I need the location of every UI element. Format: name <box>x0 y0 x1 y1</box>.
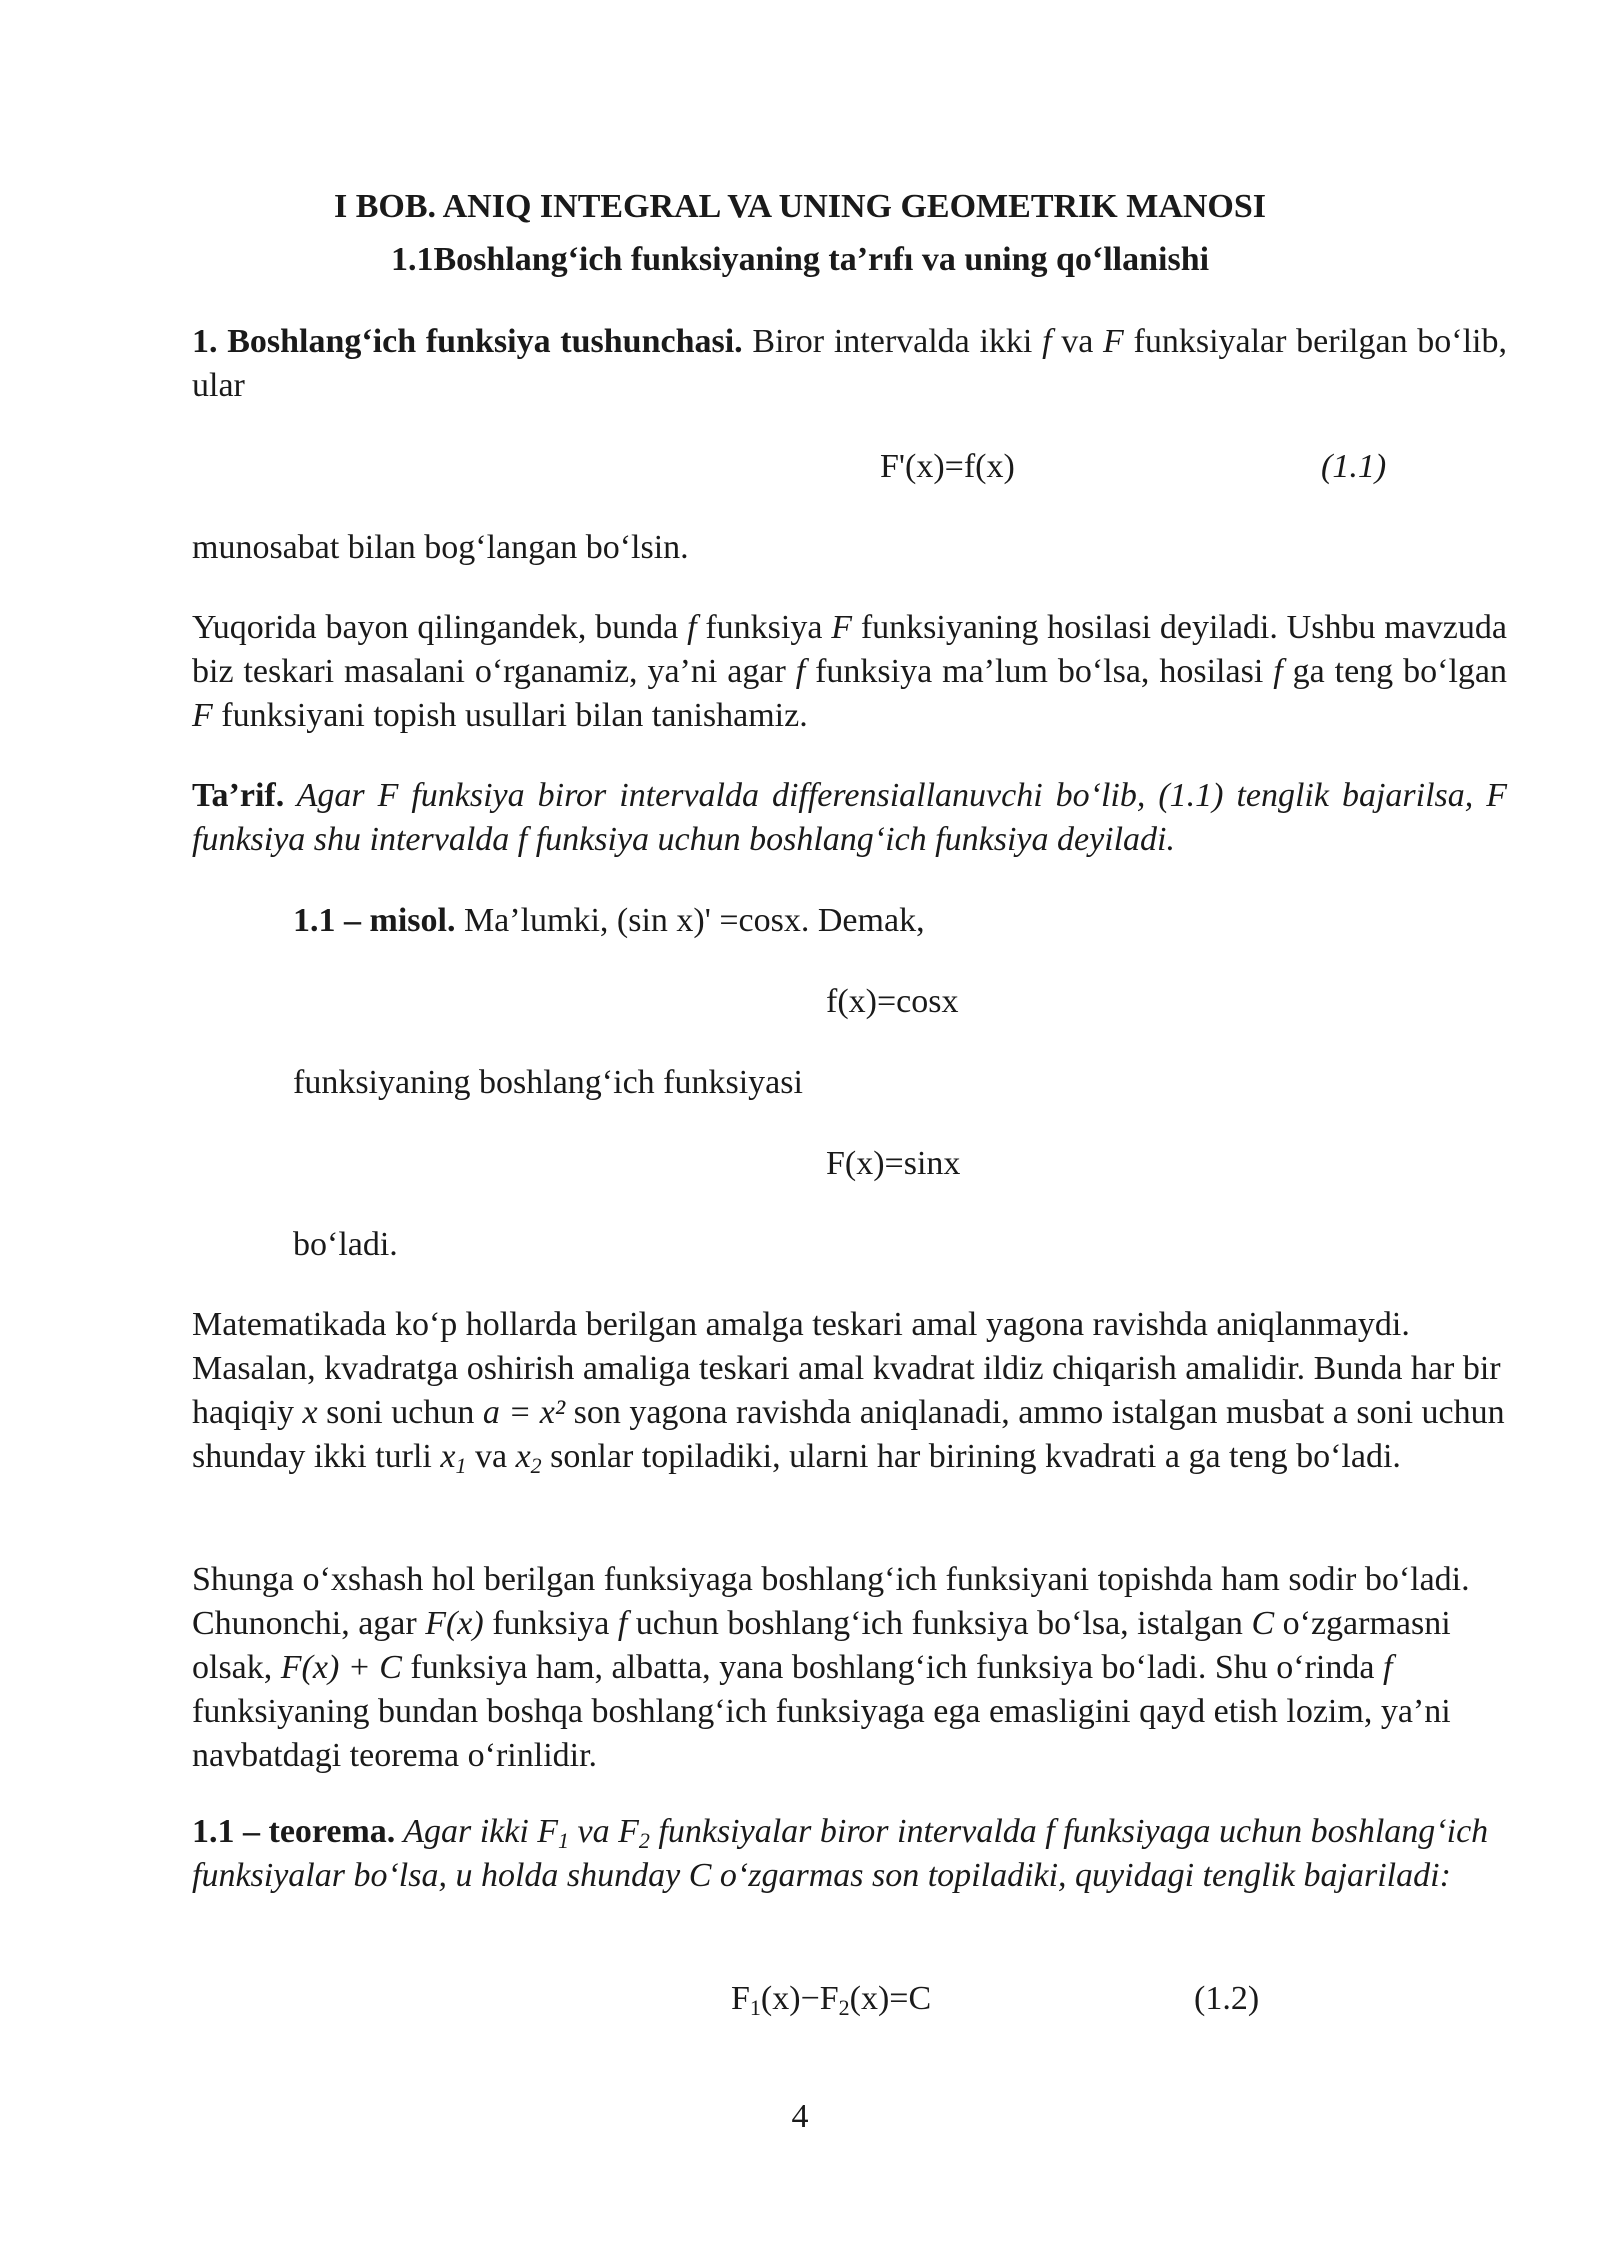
math-F: F <box>1103 323 1124 360</box>
text: funksiyaning bundan boshqa boshlang‘ich funksiyaga ega emasligini qayd etish lozim, ya’ni navbatdagi teorema o‘rinlidir. <box>192 1693 1451 1774</box>
text: Yuqorida bayon qilingandek, bunda <box>192 609 688 646</box>
math-f: f <box>1382 1649 1393 1686</box>
text: funksiyaning hosilasi deyiladi. Ushbu mavzuda biz teskari masalani o‘rganamiz, ya’ni agar <box>192 609 1507 690</box>
text: funksiya ham, albatta, yana boshlang‘ich funksiya bo‘ladi. Shu o‘rinda <box>401 1649 1383 1686</box>
example-middle-text: funksiyaning boshlang‘ich funksiyasi <box>293 1064 803 1101</box>
definition-text: Agar F funksiya biror intervalda differensiallanuvchi bo‘lib, (1.1) tenglik bajarilsa, F funksiya shu intervalda f funksiya uchun boshlang‘ich funksiya deyiladi. <box>192 777 1507 858</box>
text: Matematikada ko‘p hollarda berilgan amalga teskari amal yagona ravishda aniqlanmaydi. Masalan, kvadratga oshirish amaliga teskari amal kvadrat ildiz chiqarish amalidir. Bunda har bir haqiqiy <box>192 1306 1501 1431</box>
theorem-block <box>192 1810 1507 1898</box>
text: soni uchun <box>317 1394 483 1431</box>
math-x: x <box>440 1438 456 1475</box>
text: sonlar topiladiki, ularni har birining kvadrati a ga teng bo‘ladi. <box>541 1438 1401 1475</box>
math-x: x <box>515 1438 531 1475</box>
equation-1-1-label <box>1321 445 1386 489</box>
theorem-text: funksiyalar biror intervalda f funksiyaga uchun boshlang‘ich funksiyalar bo‘lsa, u holda shunday C o‘zgarmas son topiladiki, quyidagi tenglik bajariladi: <box>192 1813 1489 1894</box>
math-x: x <box>302 1394 318 1431</box>
math-f: f <box>617 1605 628 1642</box>
text: ga teng bo‘lgan <box>1282 653 1507 690</box>
subscript: 1 <box>558 1828 570 1853</box>
text: funksiyani topish usullari bilan tanishamiz. <box>212 697 808 734</box>
math-Fx: F(x) <box>425 1605 484 1642</box>
text: o‘zgarmasni olsak, <box>192 1605 1451 1686</box>
paragraph-intro <box>192 320 1507 408</box>
math-F: F <box>192 697 213 734</box>
math-f: f <box>1273 653 1283 690</box>
section-title-text: Boshlang‘ich funksiyaning ta’rıfı va uning qo‘llanishi <box>433 241 1210 278</box>
equation-1-2 <box>731 1977 931 2021</box>
math-f: f <box>687 609 697 646</box>
math-f: f <box>795 653 806 690</box>
math-F: F <box>831 609 853 646</box>
theorem-text: Agar ikki F <box>395 1813 559 1850</box>
text: funksiya ma’lum bo‘lsa, hosilasi <box>805 653 1274 690</box>
equation-1-2-label: (1.2) <box>1194 1980 1260 2017</box>
definition-heading: Ta’rif. <box>192 777 285 814</box>
text: funksiya <box>696 609 832 646</box>
math-C: C <box>1251 1605 1275 1642</box>
example-formula-2: F(x)=sinx <box>826 1145 961 1182</box>
example-heading: 1.1 – misol. <box>293 902 456 939</box>
chapter-title: I BOB. ANIQ INTEGRAL VA UNING GEOMETRIK MANOSI <box>333 188 1267 225</box>
text: uchun boshlang‘ich funksiya bo‘lsa, istalgan <box>627 1605 1252 1642</box>
equation-1-1: F'(x)=f(x) <box>880 448 1015 485</box>
math-f: f <box>1042 323 1052 360</box>
subscript: 2 <box>638 1828 650 1853</box>
section-number: 1.1 <box>390 241 434 278</box>
paragraph-inverse-problem <box>192 606 1507 738</box>
text: Shunga o‘xshash hol berilgan funksiyaga boshlang‘ich funksiyani topishda ham sodir bo‘ladi. Chunonchi, agar <box>192 1561 1470 1642</box>
subscript: 1 <box>455 1453 467 1478</box>
text: va <box>1051 323 1104 360</box>
theorem-text: va F <box>569 1813 639 1850</box>
equation-label: (1.1) <box>1321 448 1387 485</box>
subsection-heading: 1. Boshlang‘ich funksiya tushunchasi. <box>192 323 743 360</box>
section-title <box>0 238 1600 282</box>
text: funksiyalar berilgan bo‘lib, ular <box>192 323 1507 404</box>
text: Biror intervalda ikki <box>742 323 1043 360</box>
text: son yagona ravishda aniqlanadi, ammo istalgan musbat a soni uchun shunday ikki turli <box>192 1394 1505 1475</box>
theorem-heading: 1.1 – teorema. <box>192 1813 396 1850</box>
text: F <box>731 1980 750 2017</box>
paragraph-relation: munosabat bilan bog‘langan bo‘lsin. <box>192 529 689 566</box>
text: (x)=C <box>849 1980 932 2017</box>
text: (x)−F <box>760 1980 839 2017</box>
definition-block <box>192 774 1507 862</box>
page-number: 4 <box>791 2098 809 2135</box>
subscript: 2 <box>530 1453 542 1478</box>
example-heading-line <box>293 899 925 943</box>
subscript: 1 <box>749 1995 761 2020</box>
subscript: 2 <box>838 1995 850 2020</box>
text: va <box>466 1438 516 1475</box>
example-formula-1: f(x)=cosx <box>826 983 959 1020</box>
math-expression: a = x² <box>482 1394 566 1431</box>
text: Ma’lumki, (sin x)' =cosx. Demak, <box>455 902 925 939</box>
example-end-text: bo‘ladi. <box>293 1226 398 1263</box>
paragraph-square-root <box>192 1303 1507 1479</box>
text: funksiya <box>483 1605 618 1642</box>
math-FxC: F(x) + C <box>280 1649 402 1686</box>
paragraph-constant <box>192 1558 1507 1778</box>
